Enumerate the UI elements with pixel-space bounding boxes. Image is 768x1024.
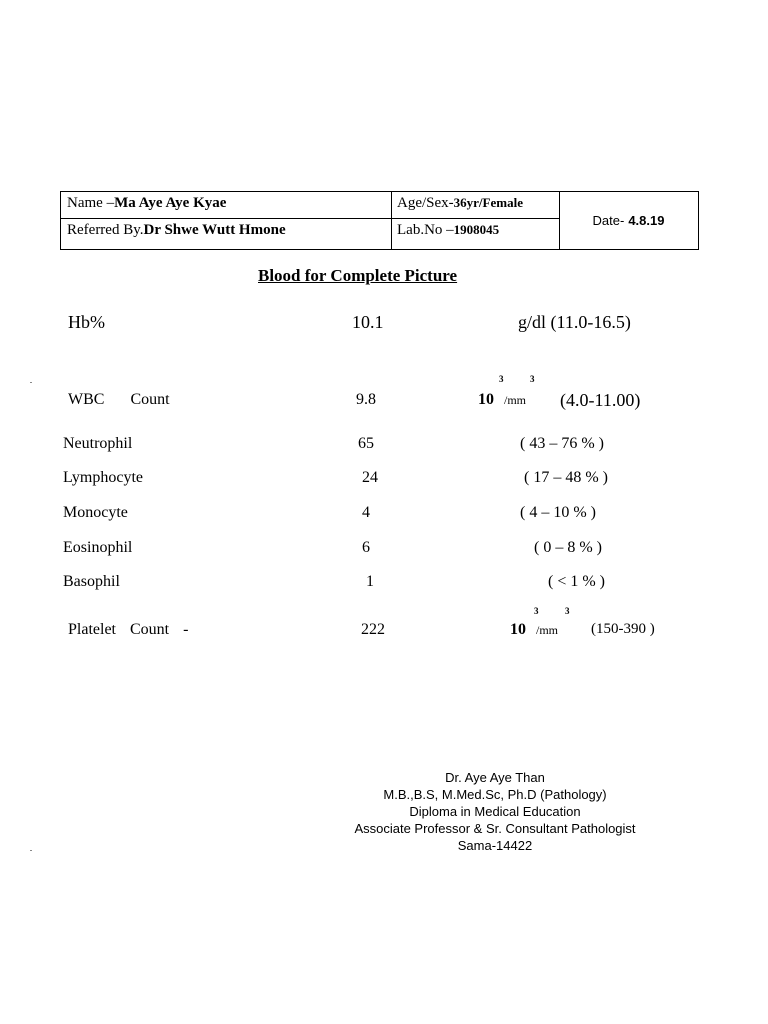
- wbc-unit-tail: /mm: [504, 393, 527, 407]
- platelet-label-a: Platelet: [68, 621, 116, 638]
- report-date: [559, 192, 698, 249]
- hb-label: Hb%: [68, 312, 105, 332]
- referred-value: Dr Shwe Wutt Hmone: [143, 222, 286, 238]
- wbc-unit: [478, 391, 526, 409]
- lab-number: [397, 222, 499, 239]
- name-label: Name –: [67, 195, 115, 211]
- platelet-unit-exp: 3: [565, 606, 570, 616]
- platelet-value: 222: [361, 621, 385, 638]
- signature-name: Dr. Aye Aye Than: [445, 770, 545, 785]
- page-mark: [30, 382, 32, 383]
- signature-title: Associate Professor & Sr. Consultant Pathologist: [354, 821, 636, 836]
- table-divider: [391, 192, 392, 249]
- page-mark: [30, 850, 32, 851]
- referred-label: Referred By.: [67, 222, 144, 238]
- signature-degrees: M.B.,B.S, M.Med.Sc, Ph.D (Pathology): [383, 787, 607, 802]
- eosinophil-value: 6: [362, 539, 370, 556]
- lymphocyte-value: 24: [362, 469, 378, 486]
- lymphocyte-range: ( 17 – 48 % ): [524, 469, 608, 486]
- date-value: 4.8.19: [628, 213, 665, 228]
- signature-reg-number: Sama-14422: [457, 838, 533, 853]
- platelet-range: (150-390 ): [591, 621, 655, 637]
- eosinophil-label: Eosinophil: [63, 539, 133, 556]
- neutrophil-range: ( 43 – 76 % ): [520, 435, 604, 452]
- basophil-range: ( < 1 % ): [548, 573, 606, 590]
- referred-by: [67, 222, 286, 239]
- platelet-unit: [510, 621, 558, 639]
- table-divider: [61, 218, 559, 219]
- hb-value: 10.1: [352, 312, 384, 332]
- wbc-exp: 3: [499, 374, 504, 384]
- platelet-unit-tail: /mm: [536, 623, 559, 637]
- lab-label: Lab.No –: [397, 222, 454, 238]
- platelet-dash: -: [183, 621, 189, 638]
- platelet-unit-base: 10: [510, 621, 526, 638]
- lymphocyte-label: Lymphocyte: [63, 469, 143, 486]
- wbc-value: 9.8: [356, 391, 376, 408]
- monocyte-range: ( 4 – 10 % ): [520, 504, 596, 521]
- platelet-label: [68, 621, 188, 639]
- date-label: Date-: [592, 213, 625, 228]
- hb-range: g/dl (11.0-16.5): [518, 312, 631, 332]
- age-label: Age/Sex-: [397, 195, 454, 211]
- signature-diploma: Diploma in Medical Education: [409, 804, 581, 819]
- basophil-label: Basophil: [63, 573, 120, 590]
- wbc-label-b: Count: [130, 391, 170, 408]
- patient-name: [67, 195, 226, 212]
- basophil-value: 1: [366, 573, 374, 590]
- monocyte-label: Monocyte: [63, 504, 128, 521]
- age-sex: [397, 195, 523, 212]
- neutrophil-value: 65: [358, 435, 374, 452]
- patient-info-table: [60, 191, 699, 250]
- name-value: Ma Aye Aye Kyae: [114, 195, 227, 211]
- age-value: 36yr/Female: [453, 195, 523, 210]
- monocyte-value: 4: [362, 504, 370, 521]
- neutrophil-label: Neutrophil: [63, 435, 133, 452]
- wbc-label: [68, 391, 170, 409]
- platelet-exp: 3: [534, 606, 539, 616]
- wbc-label-a: WBC: [68, 391, 105, 408]
- eosinophil-range: ( 0 – 8 % ): [534, 539, 602, 556]
- lab-value: 1908045: [453, 222, 500, 237]
- platelet-label-b: Count: [129, 621, 170, 638]
- report-title: Blood for Complete Picture: [258, 266, 458, 285]
- wbc-unit-base: 10: [478, 391, 494, 408]
- wbc-unit-exp: 3: [530, 374, 535, 384]
- wbc-range: (4.0-11.00): [560, 390, 641, 410]
